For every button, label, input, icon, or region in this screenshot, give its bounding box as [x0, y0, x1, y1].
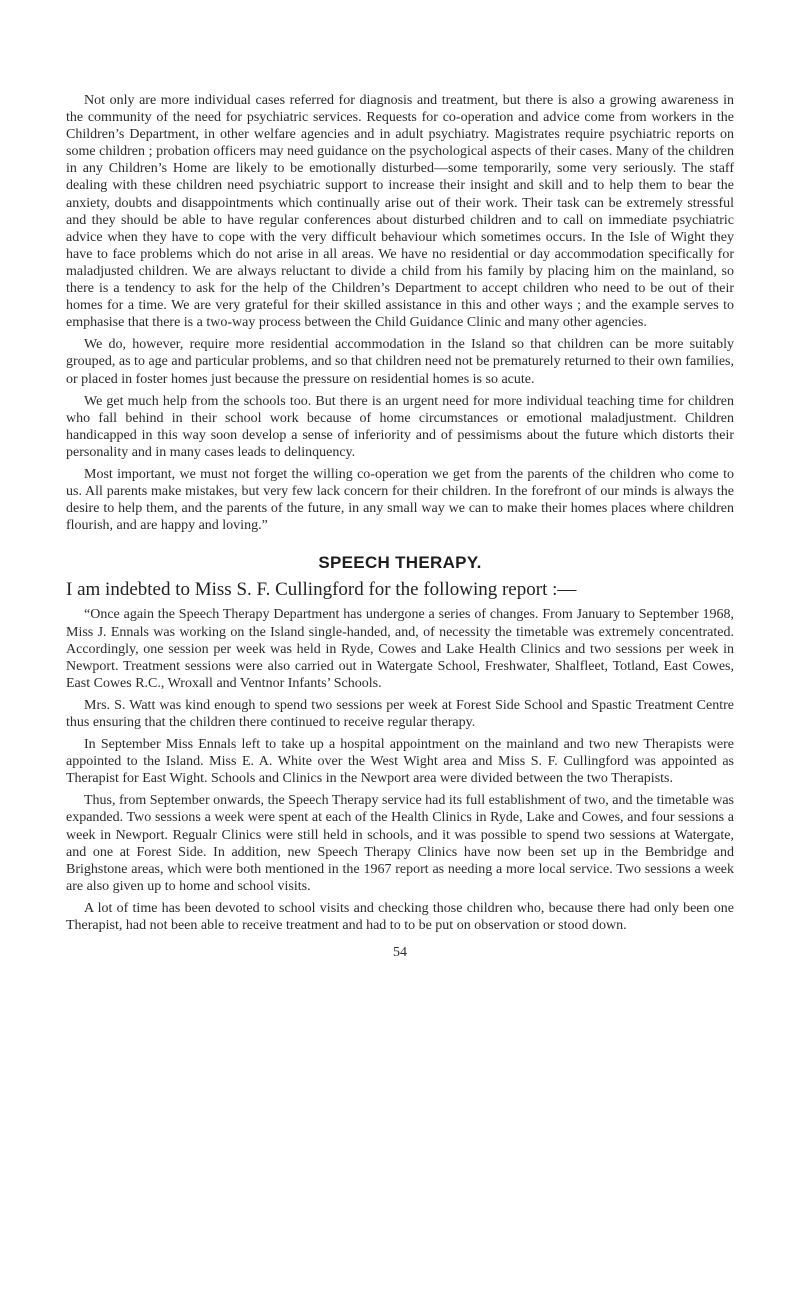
document-page	[66, 92, 734, 961]
page-number: 54	[393, 945, 407, 961]
body-paragraph-1: Not only are more individual cases referred for diagnosis and treatment, but there is also a growing awareness in the community of the need for psychiatric services. Requests for co-operation and advice come from workers in the Children’s Department, in other welfare agencies and in adult psychiatry. Magistrates require psychiatric reports on some children ; probation officers may need guidance on the psychological aspects of their cases. Many of the children in any Children’s Home are likely to be emotionally disturbed—some temporarily, some very seriously. The staff dealing with these children need psychiatric support to increase their insight and skill and to help them to bear the anxiety, doubts and disappointments which continually arise out of their work. Their task can be extremely stressful and they should be able to have regular conferences about disturbed children and to call on immediate psychiatric advice when they have to cope with the very difficult behaviour which sometimes occurs. In the Isle of Wight they have to face problems which do not arise in all areas. We have no residential or day accommodation specifically for maladjusted children. We are always reluctant to divide a child from his family by placing him on the mainland, so there is a tendency to ask for the help of the Children’s Department to accept children who need to be out of their homes for a time. We are very grateful for their skilled assistance in this and other ways ; and the example serves to emphasise that there is a two-way process between the Child Guidance Clinic and many other agencies.	[66, 93, 734, 331]
intro-line: I am indebted to Miss S. F. Cullingford for the following report :—	[66, 579, 577, 601]
report-paragraph-4: Thus, from September onwards, the Speech Therapy service had its full establishment of two, and the timetable was expanded. Two sessions a week were spent at each of the Health Clinics in Ryde, Lake and Cowes, and four sessions a week in Newport. Regualr Clinics were still held in schools, and it was possible to spend two sessions at Watergate, and one at Forest Side. In addition, new Speech Therapy Clinics have now been set up in the Bembridge and Brighstone areas, which were both mentioned in the 1967 report as needing a more local service. Two sessions a week are also given up to home and school visits.	[66, 793, 734, 894]
body-paragraph-2: We do, however, require more residential accommodation in the Island so that children can be more suitably grouped, as to age and particular problems, and so that children need not be prematurely returned to their own families, or placed in foster homes just because the pressure on residential homes is so acute.	[66, 337, 734, 387]
report-paragraph-5: A lot of time has been devoted to school visits and checking those children who, because there had only been one Therapist, had not been able to receive treatment and had to to be put on observation or stood down.	[66, 900, 734, 934]
report-paragraph-1: “Once again the Speech Therapy Department has undergone a series of changes. From January to September 1968, Miss J. Ennals was working on the Island single-handed, and, of necessity the timetable was extremely concentrated. Accordingly, one session per week was held in Ryde, Cowes and Lake Health Clinics and two sessions per week in Newport. Treatment sessions were also carried out in Watergate School, Freshwater, Shalfleet, Totland, East Cowes, East Cowes R.C., Wroxall and Ventnor Infants’ Schools.	[66, 607, 734, 691]
body-paragraph-3: We get much help from the schools too. But there is an urgent need for more individual teaching time for children who fall behind in their school work because of home circumstances or emotional maladjustment. Children handicapped in this way soon develop a sense of inferiority and of pessimisms about the future which distorts their personality and in many cases leads to delinquency.	[66, 393, 734, 460]
report-paragraph-3: In September Miss Ennals left to take up a hospital appointment on the mainland and two new Therapists were appointed to the Island. Miss E. A. White over the West Wight area and Miss S. F. Cullingford was appointed as Therapist for East Wight. Schools and Clinics in the Newport area were divided between the two Therapists.	[66, 737, 734, 787]
section-heading: SPEECH THERAPY.	[318, 553, 482, 573]
body-paragraph-4: Most important, we must not forget the willing co-operation we get from the parents of the children who come to us. All parents make mistakes, but very few lack concern for their children. In the forefront of our minds is always the desire to help them, and the parents of the future, in any small way we can to make their homes places where children flourish, and are happy and loving.”	[66, 466, 734, 534]
report-paragraph-2: Mrs. S. Watt was kind enough to spend two sessions per week at Forest Side School and Spastic Treatment Centre thus ensuring that the children there continued to receive regular therapy.	[66, 697, 734, 730]
